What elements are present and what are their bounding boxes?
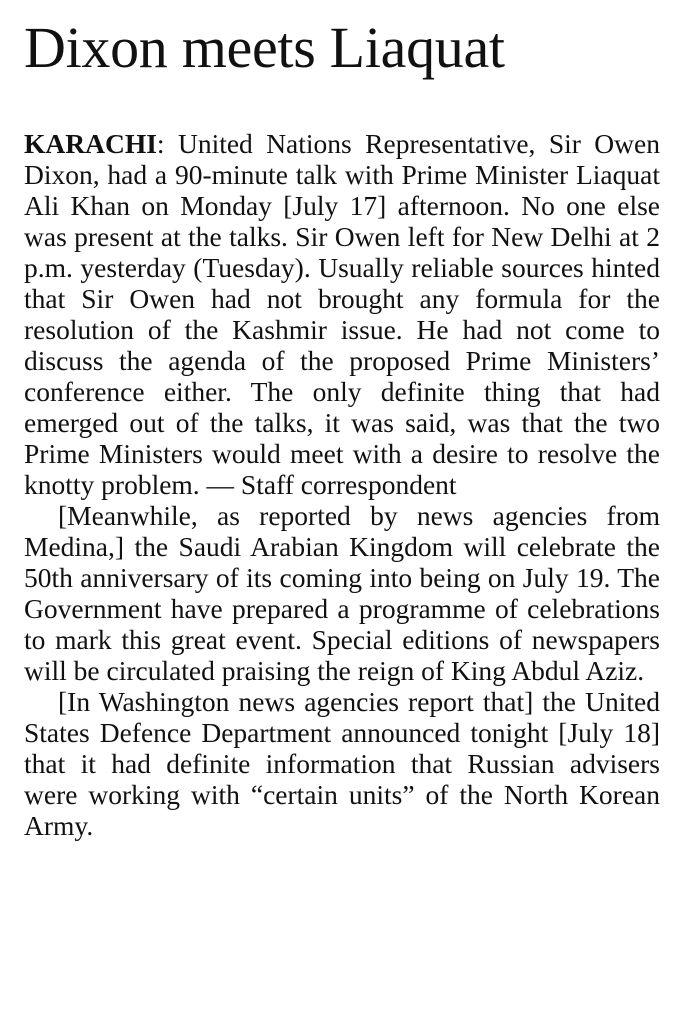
dateline: KARACHI bbox=[24, 128, 157, 159]
news-article bbox=[24, 14, 660, 841]
paragraph-washington bbox=[24, 686, 660, 841]
paragraph-karachi bbox=[24, 128, 660, 500]
paragraph-text: [In Washington news agencies report that] the United States Defence Department announced tonight [July 18] that it had definite information that Russian advisers were working with “certain units” of the North Korean Army. bbox=[24, 686, 660, 841]
article-body bbox=[24, 128, 660, 841]
paragraph-text: [Meanwhile, as reported by news agencies from Medina,] the Saudi Arabian Kingdom will celebrate the 50th anniversary of its coming into being on July 19. The Government have prepared a programme of celebrations to mark this great event. Special editions of newspapers will be circulated praising the reign of King Abdul Aziz. bbox=[24, 500, 660, 686]
headline: Dixon meets Liaquat bbox=[24, 15, 505, 80]
paragraph-medina bbox=[24, 500, 660, 686]
paragraph-text: : United Nations Representative, Sir Owen Dixon, had a 90-minute talk with Prime Minister Liaquat Ali Khan on Monday [July 17] afternoon. No one else was present at the talks. Sir Owen left for New Delhi at 2 p.m. yesterday (Tuesday). Usually reliable sources hinted that Sir Owen had not brought any formula for the resolution of the Kashmir issue. He had not come to discuss the agenda of the proposed Prime Ministers’ conference either. The only definite thing that had emerged out of the talks, it was said, was that the two Prime Ministers would meet with a desire to resolve the knotty problem. — Staff correspondent bbox=[24, 128, 660, 500]
